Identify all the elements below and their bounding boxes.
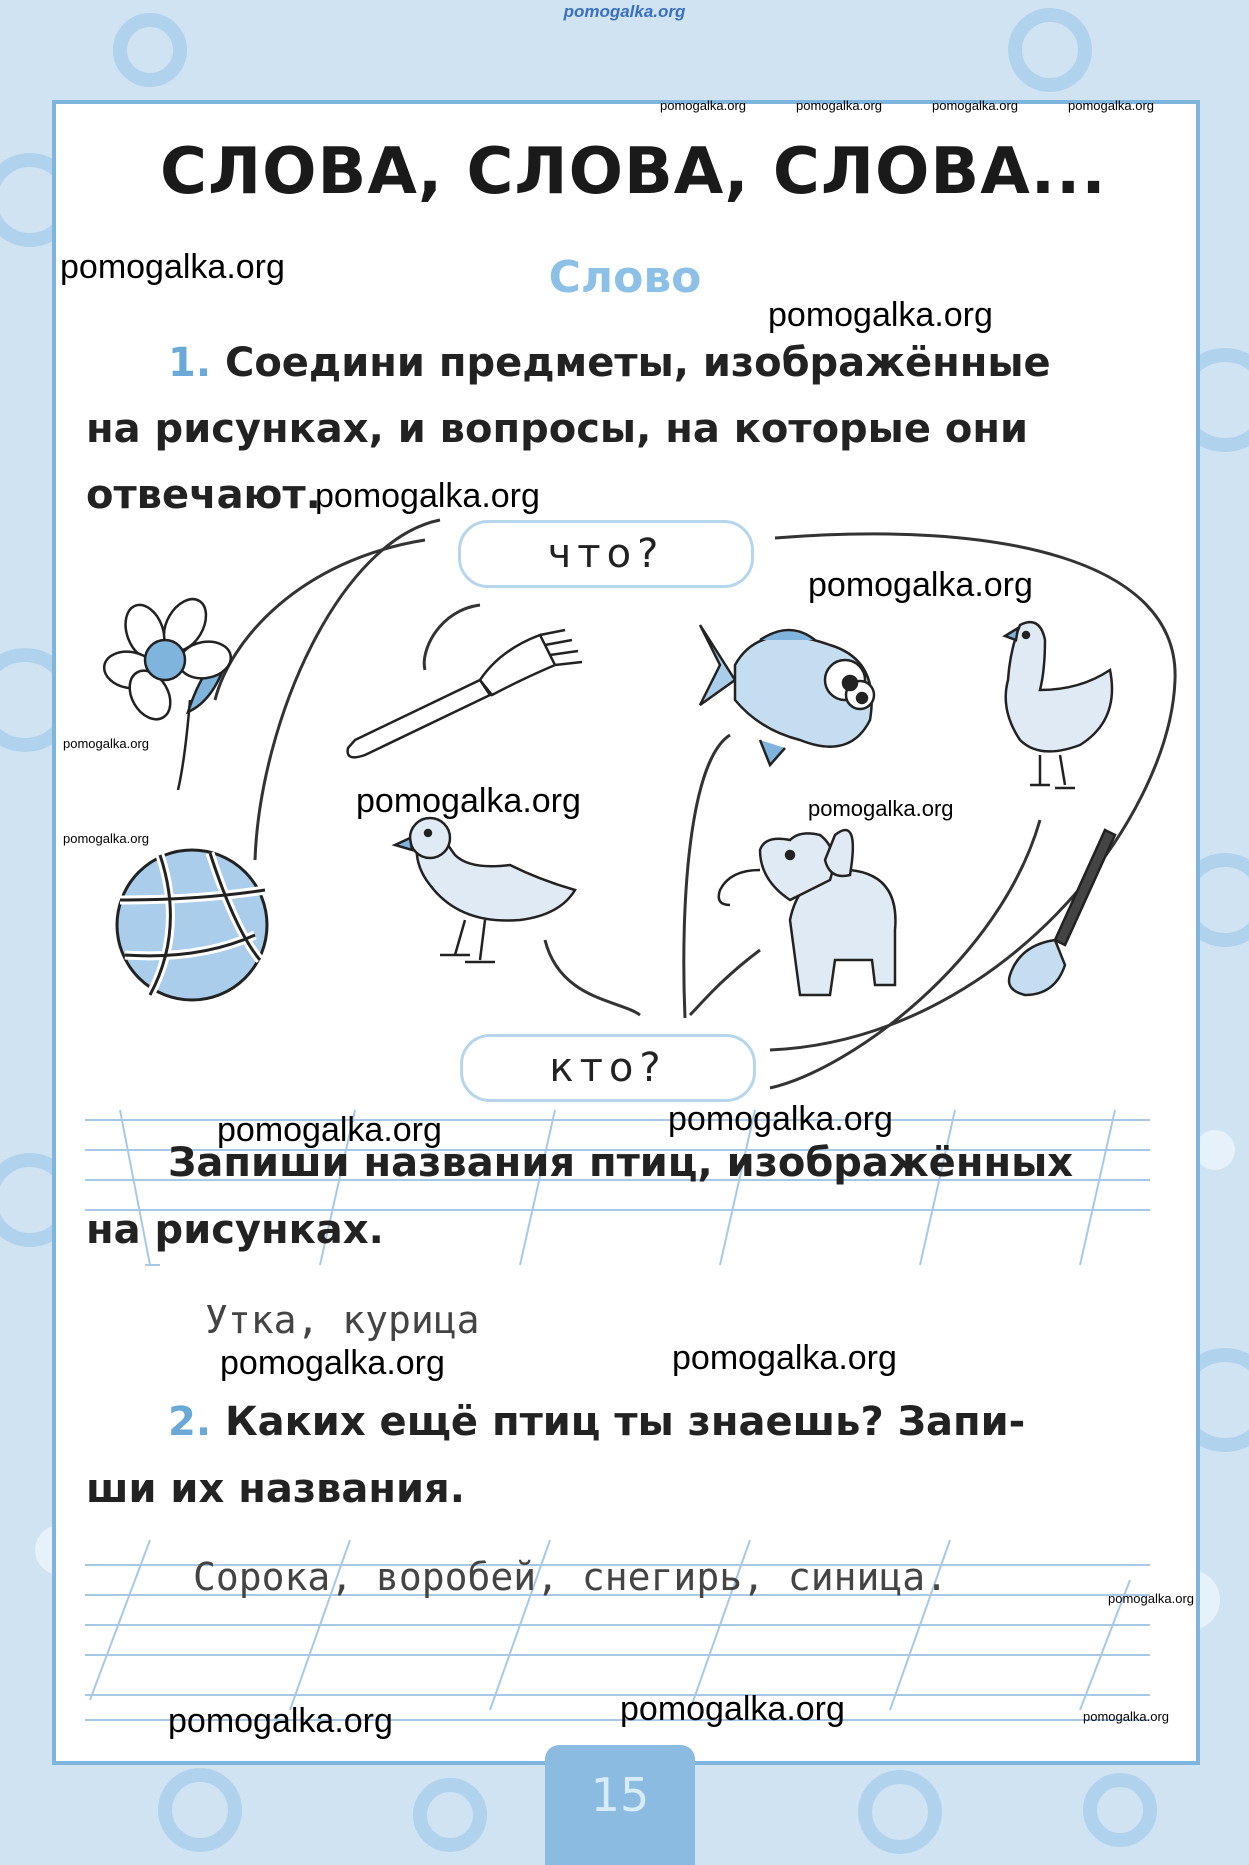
watermark: pomogalka.org <box>1068 98 1154 113</box>
hen-icon <box>1005 622 1112 788</box>
answer1-handwriting[interactable]: Утка, курица <box>205 1298 480 1342</box>
task1b-line2: на рисунках. <box>86 1207 384 1253</box>
task1-line3: отвечают. <box>86 472 321 518</box>
fork-icon <box>348 630 582 757</box>
page-number: 15 <box>545 1745 695 1865</box>
site-header[interactable]: pomogalka.org <box>563 2 686 21</box>
watermark: pomogalka.org <box>63 831 149 846</box>
question-what-box: что? <box>458 520 754 588</box>
task1-text-line1: Соедини предметы, изображённые <box>224 340 1051 386</box>
watermark: pomogalka.org <box>796 98 882 113</box>
duck-icon <box>395 818 575 962</box>
fish-icon <box>700 625 874 765</box>
watermark: pomogalka.org <box>1108 1591 1194 1606</box>
section-subtitle: Слово <box>548 252 702 303</box>
watermark: pomogalka.org <box>1083 1709 1169 1724</box>
watermark: pomogalka.org <box>315 477 540 515</box>
watermark: pomogalka.org <box>932 98 1018 113</box>
shovel-icon <box>1009 830 1115 995</box>
answer2-handwriting[interactable]: Сорока, воробей, снегирь, синица. <box>193 1555 948 1599</box>
elephant-icon <box>719 830 896 995</box>
watermark: pomogalka.org <box>768 296 993 334</box>
flower-icon <box>101 592 233 790</box>
watermark: pomogalka.org <box>220 1344 445 1382</box>
task2-line1 <box>168 1399 1025 1445</box>
ball-icon <box>117 850 267 1000</box>
watermark: pomogalka.org <box>672 1339 897 1377</box>
watermark: pomogalka.org <box>620 1690 845 1728</box>
question-who-box: кто? <box>460 1034 756 1102</box>
watermark: pomogalka.org <box>808 796 954 821</box>
task2-line2: ши их названия. <box>86 1466 465 1512</box>
watermark: pomogalka.org <box>668 1100 893 1138</box>
task1-number: 1. <box>168 340 212 386</box>
watermark: pomogalka.org <box>808 566 1033 604</box>
watermark: pomogalka.org <box>660 98 746 113</box>
task1b-line1: Запиши названия птиц, изображённых <box>168 1140 1074 1186</box>
task2-text-line1: Каких ещё птиц ты знаешь? Запи- <box>224 1399 1026 1445</box>
watermark: pomogalka.org <box>63 736 149 751</box>
watermark: pomogalka.org <box>60 248 285 286</box>
watermark: pomogalka.org <box>356 782 581 820</box>
task1-line2: на рисунках, и вопросы, на которые они <box>86 406 1029 452</box>
task1-line1 <box>168 340 1051 386</box>
watermark: pomogalka.org <box>217 1111 442 1149</box>
task2-number: 2. <box>168 1399 212 1445</box>
page-title: СЛОВА, СЛОВА, СЛОВА... <box>160 135 1107 209</box>
watermark: pomogalka.org <box>168 1702 393 1740</box>
